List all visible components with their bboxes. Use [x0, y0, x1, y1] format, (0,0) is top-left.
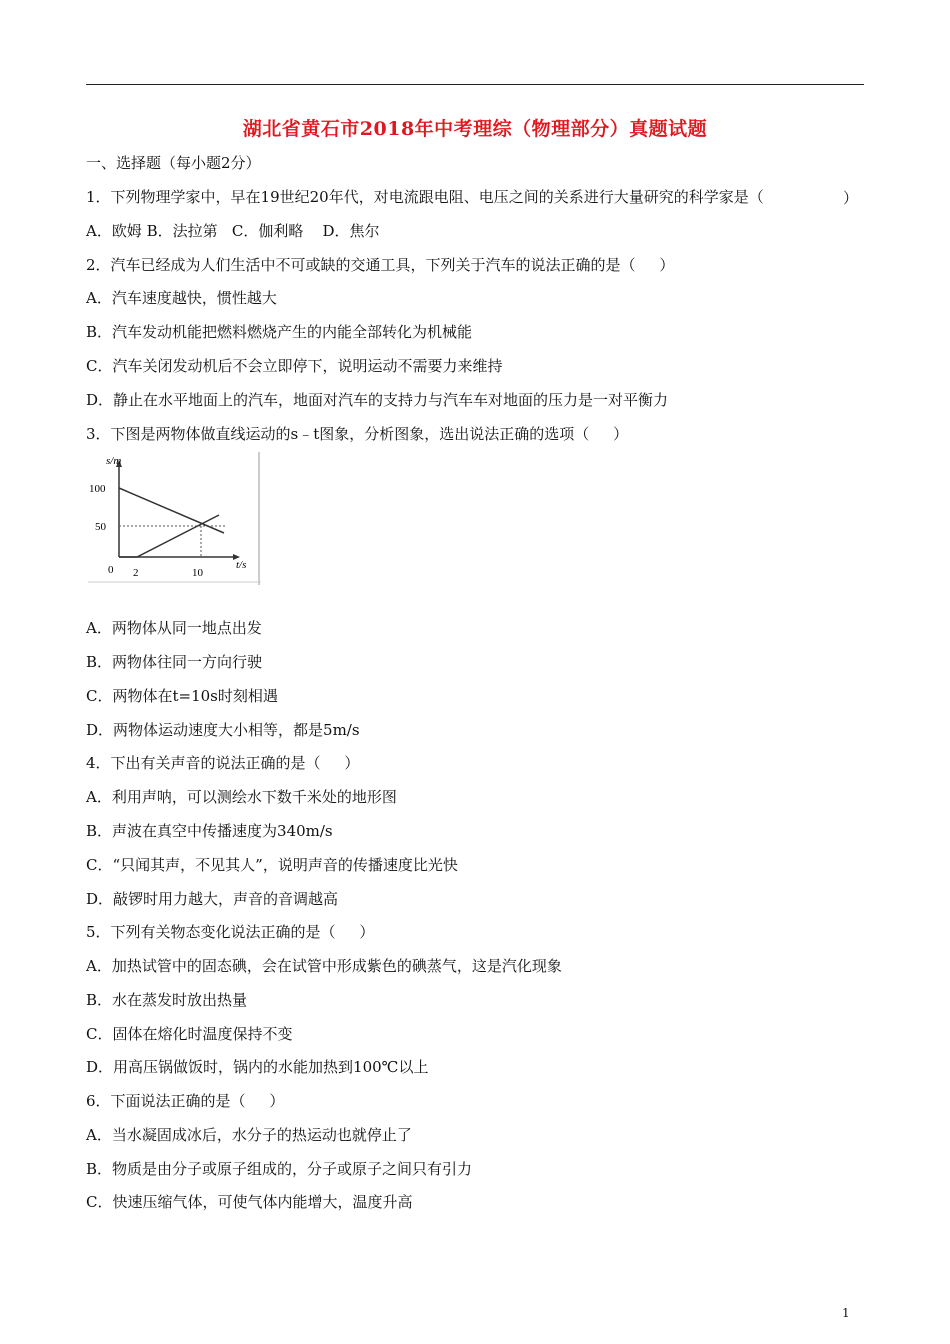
q4-option-c: C．“只闻其声，不见其人”，说明声音的传播速度比光快 [86, 856, 458, 874]
q3-option-b: B．两物体往同一方向行驶 [86, 653, 263, 671]
q4-option-b: B．声波在真空中传播速度为340m/s [86, 822, 333, 840]
q6-option-c: C．快速压缩气体，可使气体内能增大，温度升高 [86, 1193, 413, 1211]
q5-option-a: A．加热试管中的固态碘，会在试管中形成紫色的碘蒸气，这是汽化现象 [86, 957, 562, 975]
q2-stem: 2．汽车已经成为人们生活中不可或缺的交通工具，下列关于汽车的说法正确的是（ ） [86, 256, 675, 274]
section-heading: 一、选择题（每小题2分） [86, 154, 261, 172]
q3-option-a: A．两物体从同一地点出发 [86, 619, 262, 637]
q5-option-c: C．固体在熔化时温度保持不变 [86, 1025, 293, 1043]
q6-option-a: A．当水凝固成冰后，水分子的热运动也就停止了 [86, 1126, 412, 1144]
x-tick-2: 2 [133, 567, 139, 579]
q3-option-d: D．两物体运动速度大小相等，都是5m/s [86, 721, 360, 739]
q3-option-c: C．两物体在t=10s时刻相遇 [86, 687, 278, 705]
q6-stem: 6．下面说法正确的是（ ） [86, 1092, 285, 1110]
q3-stem: 3．下图是两物体做直线运动的s﹣t图象，分析图象，选出说法正确的选项（ ） [86, 425, 629, 443]
y-tick-100: 100 [89, 483, 106, 495]
q1-stem: 1．下列物理学家中，早在19世纪20年代，对电流跟电阻、电压之间的关系进行大量研究的科学家是（ [86, 188, 764, 206]
page-title: 湖北省黄石市2018年中考理综（物理部分）真题试题 [242, 118, 708, 140]
q2-option-b: B．汽车发动机能把燃料燃烧产生的内能全部转化为机械能 [86, 323, 473, 341]
top-rule [86, 84, 864, 85]
q5-option-b: B．水在蒸发时放出热量 [86, 991, 248, 1009]
q4-option-a: A．利用声呐，可以测绘水下数千米处的地形图 [86, 788, 397, 806]
q6-option-b: B．物质是由分子或原子组成的，分子或原子之间只有引力 [86, 1160, 473, 1178]
y-axis-label: s/m [106, 455, 122, 467]
q1-options: A．欧姆 B．法拉第 C．伽利略 D．焦尔 [86, 222, 380, 240]
x-axis-label: t/s [236, 559, 247, 571]
q2-option-c: C．汽车关闭发动机后不会立即停下，说明运动不需要力来维持 [86, 357, 503, 375]
x-tick-0: 0 [108, 564, 114, 576]
y-tick-50: 50 [95, 521, 106, 533]
series-object-2 [119, 515, 219, 557]
x-tick-10: 10 [192, 567, 203, 579]
q5-option-d: D．用高压锅做饭时，锅内的水能加热到100℃以上 [86, 1058, 429, 1076]
q4-option-d: D．敲锣时用力越大，声音的音调越高 [86, 890, 339, 908]
q4-stem: 4．下出有关声音的说法正确的是（ ） [86, 754, 360, 772]
q2-option-a: A．汽车速度越快，惯性越大 [86, 289, 277, 307]
page-number: 1 [842, 1306, 850, 1320]
q2-option-d: D．静止在水平地面上的汽车，地面对汽车的支持力与汽车车对地面的压力是一对平衡力 [86, 391, 669, 409]
q5-stem: 5．下列有关物态变化说法正确的是（ ） [86, 923, 375, 941]
st-graph [86, 452, 261, 585]
q1-close-paren: ） [843, 189, 859, 207]
